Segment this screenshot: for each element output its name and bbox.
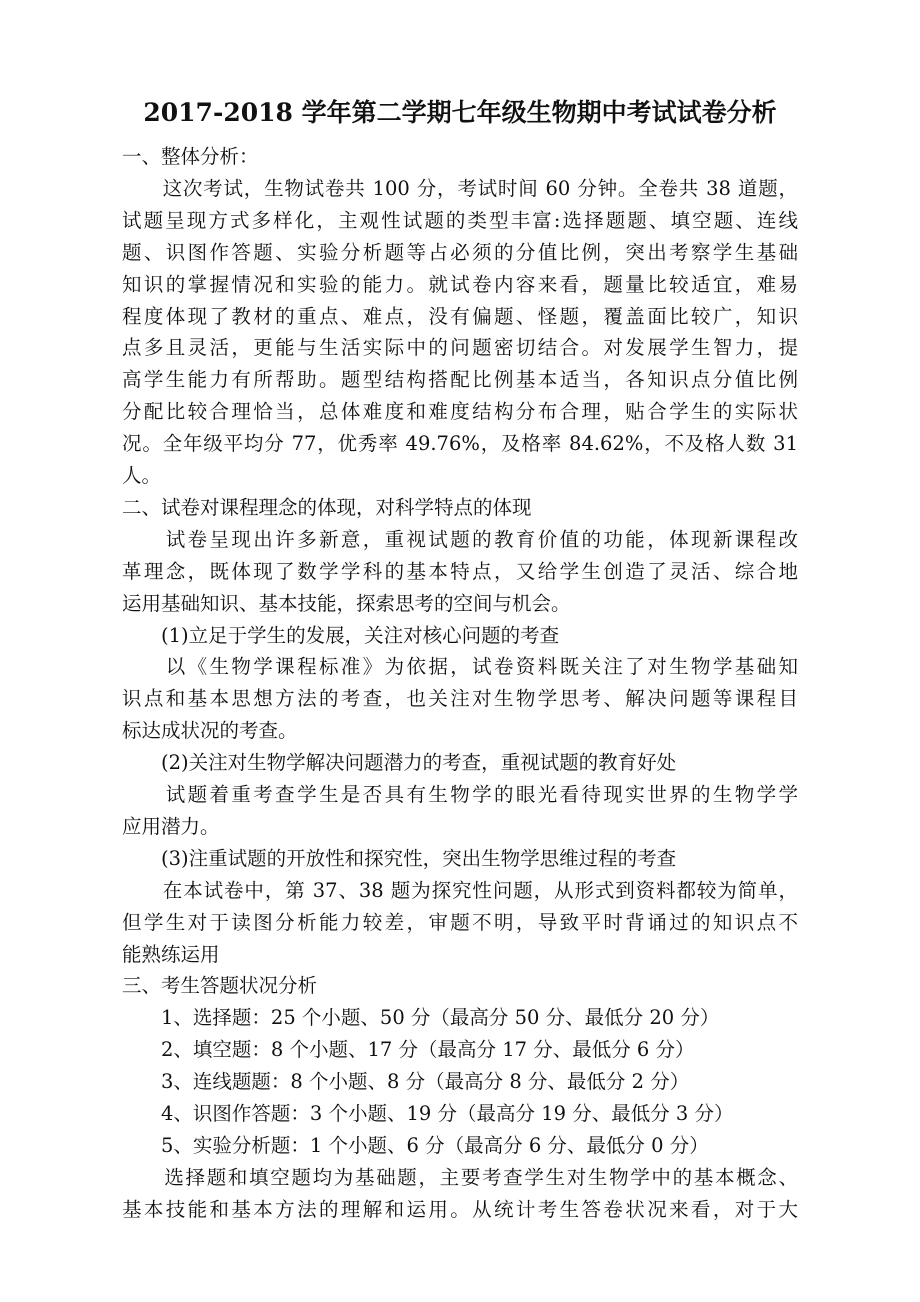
paragraph-line: 知识的掌握情况和实验的能力。就试卷内容来看，题量比较适宜，难易 [122,272,798,296]
paragraph-line: 5、实验分析题：1 个小题、6 分（最高分 6 分、最低分 0 分） [122,1133,709,1157]
section-heading: 一、整体分析： [122,145,259,168]
paragraph-line: 能熟练运用 [122,942,220,966]
paragraph-line: 试题呈现方式多样化，主观性试题的类型丰富:选择题题、填空题、连线 [122,208,798,232]
section-heading: 二、试卷对课程理念的体现，对科学特点的体现 [122,495,532,519]
paragraph-line: 识点和基本思想方法的考查，也关注对生物学思考、解决问题等课程目 [122,687,798,711]
paragraph-line: 标达成状况的考查。 [122,719,298,743]
paragraph-line: 程度体现了教材的重点、难点，没有偏题、怪题，覆盖面比较广，知识 [122,304,798,328]
paragraph-line: 试卷呈现出许多新意，重视试题的教育价值的功能，体现新课程改 [122,527,798,551]
paragraph-line: 但学生对于读图分析能力较差，审题不明，导致平时背诵过的知识点不 [122,910,798,934]
paragraph-line: (2)关注对生物学解决问题潜力的考查，重视试题的教育好处 [122,751,677,775]
paragraph-line: (3)注重试题的开放性和探究性，突出生物学思维过程的考查 [122,846,677,870]
document-title: 2017-2018 学年第二学期七年级生物期中考试试卷分析 [143,98,777,127]
paragraph-line: 点多且灵活，更能与生活实际中的问题密切结合。对发展学生智力，提 [122,336,798,360]
paragraph-line: 况。全年级平均分 77，优秀率 49.76%，及格率 84.62%，不及格人数 31 [122,432,798,456]
paragraph-line: 应用潜力。 [122,814,220,838]
paragraph-line: 高学生能力有所帮助。题型结构搭配比例基本适当，各知识点分值比例 [122,368,798,392]
paragraph-line: 基本技能和基本方法的理解和运用。从统计考生答卷状况来看，对于大 [122,1197,798,1221]
paragraph-line: 3、连线题题：8 个小题、8 分（最高分 8 分、最低分 2 分） [122,1070,690,1094]
paragraph-line: 革理念，既体现了数学学科的基本特点，又给学生创造了灵活、综合地 [122,559,798,583]
paragraph-line: 分配比较合理恰当，总体难度和难度结构分布合理，贴合学生的实际状 [122,400,798,424]
paragraph-line: 人。 [122,464,162,487]
paragraph-line: 以《生物学课程标准》为依据，试卷资料既关注了对生物学基础知 [122,655,798,679]
paragraph-line: 在本试卷中，第 37、38 题为探究性问题，从形式到资料都较为简单， [122,878,798,902]
paragraph-line: 题、识图作答题、实验分析题等占必须的分值比例，突出考察学生基础 [122,240,798,264]
paragraph-line: 2、填空题：8 个小题、17 分（最高分 17 分、最低分 6 分） [122,1038,695,1062]
paragraph-line: 运用基础知识、基本技能，探索思考的空间与机会。 [122,591,571,615]
paragraph-line: 4、识图作答题：3 个小题、19 分（最高分 19 分、最低分 3 分） [122,1102,734,1125]
paragraph-line: 这次考试，生物试卷共 100 分，考试时间 60 分钟。全卷共 38 道题， [122,176,798,200]
section-heading: 三、考生答题状况分析 [122,974,318,998]
paragraph-line: 1、选择题：25 个小题、50 分（最高分 50 分、最低分 20 分） [122,1006,720,1030]
paragraph-line: 选择题和填空题均为基础题，主要考查学生对生物学中的基本概念、 [122,1165,798,1189]
paragraph-line: (1)立足于学生的发展，关注对核心问题的考查 [122,623,560,647]
paragraph-line: 试题着重考查学生是否具有生物学的眼光看待现实世界的生物学学 [122,783,798,806]
